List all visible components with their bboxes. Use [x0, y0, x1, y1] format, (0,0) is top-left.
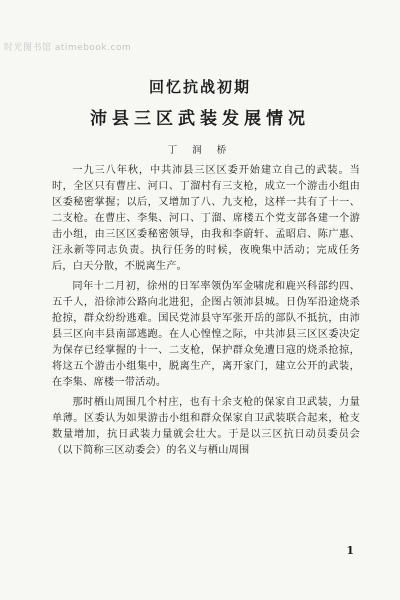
- paragraph: 那时栖山周围几个村庄，也有十余支枪的保家自卫武装，力量单薄。区委认为如果游击小组和群众保家自卫武装联合起来，枪支数量增加，抗日武装力量就会壮大。于是以三区抗日动员委员会（以下简称三区动委会）的名义与栖山周围: [52, 397, 360, 456]
- title-line-1: 回忆抗战初期: [148, 78, 251, 96]
- author-name: 丁 润 桥: [167, 145, 233, 156]
- article-body: [52, 163, 360, 463]
- watermark: 时光图书馆 atimebook.com: [4, 43, 132, 53]
- paragraph: 一九三八年秋，中共沛县三区区委开始建立自己的武装。当时，全区只有曹庄、河口、丁溜村有三支枪，成立一个游击小组由区委秘密掌握；以后，又增加了八、九支枪，这样一共有了十一、二支枪。在曹庄、李集、河口、丁溜、席楼五个党支部各建一个游击小组，由三区区委秘密领导，由我和李蔚轩、孟昭启、陈广惠、汪永新等同志负责。执行任务的时候，夜晚集中活动；完成任务后，白天分散，不脱离生产。: [52, 165, 360, 272]
- page-number: 1: [346, 544, 354, 557]
- paragraph: 同年十二月初，徐州的日军率领伪军金啸虎和鹿兴科部约四、五千人，沿徐沛公路向北进犯，企图占领沛县城。日伪军沿途烧杀抢掠，群众纷纷逃难。国民党沛县守军张开岳的部队不抵抗，由沛县三区向丰县南部逃跑。在人心惶惶之际，中共沛县三区区委决定为保存已经掌握的十一、二支枪，保护群众免遭日寇的烧杀抢掠，将这五个游击小组集中，脱离生产，离开家门，建立公开的武装，在李集、席楼一带活动。: [52, 281, 360, 388]
- title-line-2: 沛县三区武装发展情况: [90, 109, 310, 129]
